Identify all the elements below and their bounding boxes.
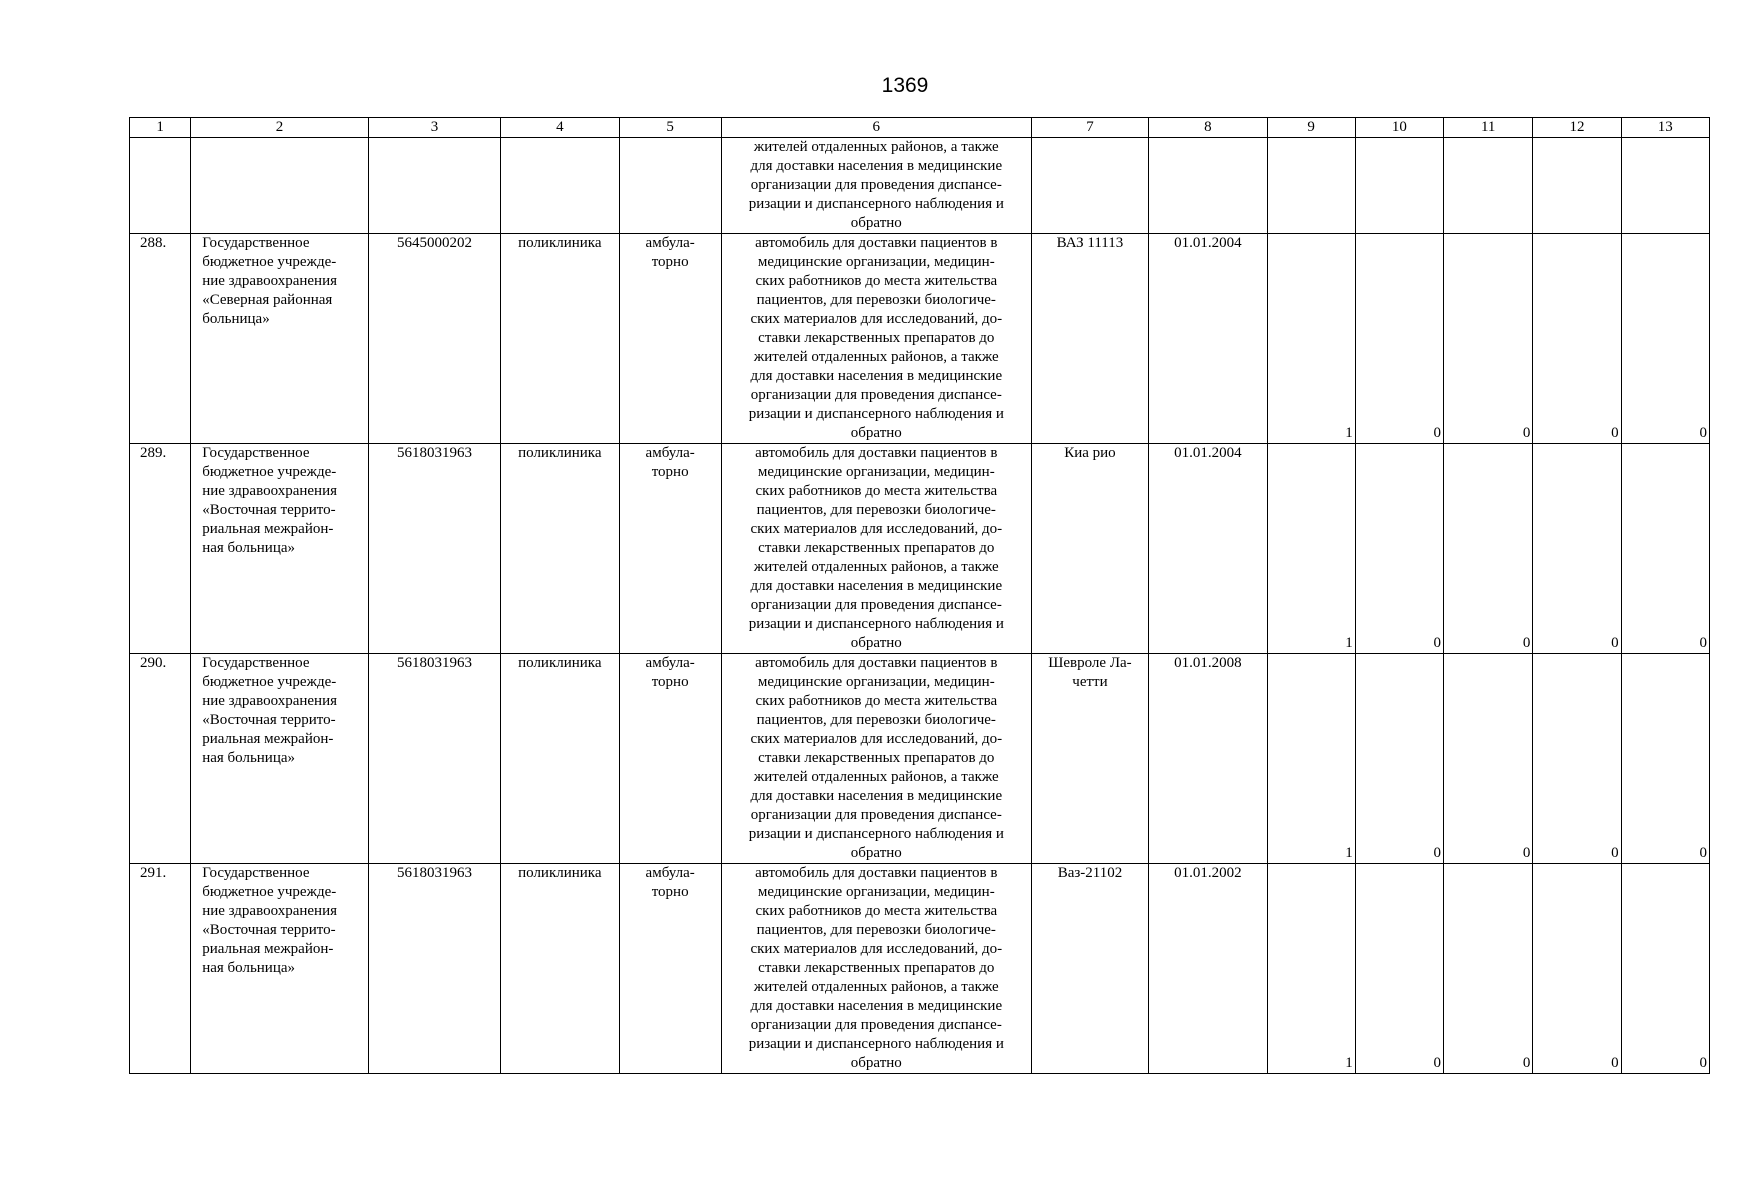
cell-empty (619, 138, 721, 234)
vehicle-purpose (721, 234, 1031, 444)
vehicle-date: 01.01.2002 (1149, 864, 1267, 1074)
text-line: ставки лекарственных препаратов до (758, 540, 995, 556)
vehicle-model (1031, 234, 1148, 444)
care-form (619, 654, 721, 864)
text-line: Государственное (202, 655, 310, 671)
text-line: амбула- (645, 655, 695, 671)
text-line: ских работников до места жительства (755, 483, 998, 499)
cell-col-9: 1 (1267, 234, 1355, 444)
text-line: риальная межрайон- (202, 521, 334, 537)
text-line: ставки лекарственных препаратов до (758, 960, 995, 976)
cell-col-10: 0 (1355, 444, 1443, 654)
text-line: для доставки населения в медицинские (750, 998, 1003, 1014)
facility-type: поликлиника (501, 444, 619, 654)
table-row (130, 654, 1710, 864)
care-form (619, 234, 721, 444)
text-line: обратно (850, 845, 902, 861)
cell-empty (1355, 138, 1443, 234)
text-line: ризации и диспансерного наблюдения и (748, 196, 1004, 212)
text-line: пациентов, для перевозки биологиче- (756, 502, 996, 518)
cell-col-13: 0 (1621, 654, 1709, 864)
text-line: ризации и диспансерного наблюдения и (748, 1036, 1004, 1052)
vehicle-model (1031, 864, 1148, 1074)
column-header-13: 13 (1621, 118, 1709, 138)
text-line: автомобиль для доставки пациентов в (755, 445, 998, 461)
column-header-9: 9 (1267, 118, 1355, 138)
text-line: Государственное (202, 445, 310, 461)
column-header-12: 12 (1533, 118, 1621, 138)
text-line: ризации и диспансерного наблюдения и (748, 406, 1004, 422)
cell-col-10: 0 (1355, 234, 1443, 444)
column-header-5: 5 (619, 118, 721, 138)
cell-col-13: 0 (1621, 234, 1709, 444)
column-header-1: 1 (130, 118, 191, 138)
text-line: Ваз-21102 (1057, 865, 1123, 881)
cell-empty (130, 138, 191, 234)
table-row (130, 444, 1710, 654)
table-row (130, 234, 1710, 444)
cell-col-9: 1 (1267, 444, 1355, 654)
organization-name (191, 654, 369, 864)
cell-empty (368, 138, 500, 234)
cell-col-9: 1 (1267, 654, 1355, 864)
text-line: ских материалов для исследований, до- (750, 311, 1003, 327)
text-line: автомобиль для доставки пациентов в (755, 655, 998, 671)
cell-empty (191, 138, 369, 234)
text-line: торно (651, 884, 689, 900)
text-line: жителей отдаленных районов, а также (753, 559, 999, 575)
cell-col-13: 0 (1621, 444, 1709, 654)
continuation-row (130, 138, 1710, 234)
column-header-2: 2 (191, 118, 369, 138)
inn-code: 5645000202 (368, 234, 500, 444)
text-line: торно (651, 674, 689, 690)
row-number: 291. (130, 864, 191, 1074)
text-line: жителей отдаленных районов, а также (753, 769, 999, 785)
text-line: обратно (850, 215, 902, 231)
cell-col-11: 0 (1444, 444, 1533, 654)
cell-col-10: 0 (1355, 654, 1443, 864)
vehicle-date: 01.01.2004 (1149, 234, 1267, 444)
row-number: 290. (130, 654, 191, 864)
cell-empty (1267, 138, 1355, 234)
text-line: жителей отдаленных районов, а также (753, 139, 999, 155)
text-line: риальная межрайон- (202, 941, 334, 957)
text-line: бюджетное учрежде- (202, 674, 337, 690)
text-line: ских материалов для исследований, до- (750, 521, 1003, 537)
cell-col-12: 0 (1533, 234, 1621, 444)
text-line: пациентов, для перевозки биологиче- (756, 292, 996, 308)
text-line: ризации и диспансерного наблюдения и (748, 826, 1004, 842)
cell-empty (1444, 138, 1533, 234)
care-form (619, 444, 721, 654)
text-line: больница» (202, 311, 270, 327)
text-line: амбула- (645, 865, 695, 881)
organization-name (191, 234, 369, 444)
continuation-description (721, 138, 1031, 234)
text-line: ских работников до места жительства (755, 693, 998, 709)
text-line: ние здравоохранения (202, 693, 337, 709)
text-line: «Восточная террито- (202, 502, 336, 518)
text-line: для доставки населения в медицинские (750, 368, 1003, 384)
facility-type: поликлиника (501, 864, 619, 1074)
text-line: Государственное (202, 865, 310, 881)
cell-col-13: 0 (1621, 864, 1709, 1074)
inn-code: 5618031963 (368, 864, 500, 1074)
text-line: обратно (850, 635, 902, 651)
text-line: ставки лекарственных препаратов до (758, 330, 995, 346)
cell-empty (1533, 138, 1621, 234)
text-line: ских материалов для исследований, до- (750, 941, 1003, 957)
text-line: обратно (850, 1055, 902, 1071)
table-row (130, 864, 1710, 1074)
text-line: Государственное (202, 235, 310, 251)
cell-empty (501, 138, 619, 234)
text-line: пациентов, для перевозки биологиче- (756, 922, 996, 938)
column-number-row (130, 118, 1710, 138)
text-line: ние здравоохранения (202, 903, 337, 919)
text-line: амбула- (645, 235, 695, 251)
text-line: ние здравоохранения (202, 483, 337, 499)
text-line: торно (651, 254, 689, 270)
text-line: ставки лекарственных препаратов до (758, 750, 995, 766)
text-line: ских работников до места жительства (755, 273, 998, 289)
text-line: для доставки населения в медицинские (750, 788, 1003, 804)
facility-type: поликлиника (501, 654, 619, 864)
text-line: «Восточная террито- (202, 712, 336, 728)
text-line: организации для проведения диспансе- (750, 387, 1002, 403)
cell-col-12: 0 (1533, 654, 1621, 864)
text-line: пациентов, для перевозки биологиче- (756, 712, 996, 728)
text-line: ских работников до места жительства (755, 903, 998, 919)
column-header-8: 8 (1149, 118, 1267, 138)
text-line: Киа рио (1064, 445, 1116, 461)
text-line: ная больница» (202, 960, 296, 976)
page-number: 1369 (881, 74, 929, 97)
text-line: ских материалов для исследований, до- (750, 731, 1003, 747)
text-line: организации для проведения диспансе- (750, 1017, 1002, 1033)
text-line: Шевроле Ла- (1048, 655, 1132, 671)
vehicle-model (1031, 654, 1148, 864)
text-line: организации для проведения диспансе- (750, 597, 1002, 613)
inn-code: 5618031963 (368, 654, 500, 864)
text-line: обратно (850, 425, 902, 441)
column-header-11: 11 (1444, 118, 1533, 138)
vehicle-purpose (721, 444, 1031, 654)
text-line: медицинские организации, медицин- (757, 674, 995, 690)
text-line: «Восточная террито- (202, 922, 336, 938)
row-number: 289. (130, 444, 191, 654)
facility-type: поликлиника (501, 234, 619, 444)
column-header-10: 10 (1355, 118, 1443, 138)
text-line: для доставки населения в медицинские (750, 158, 1003, 174)
cell-col-12: 0 (1533, 444, 1621, 654)
vehicle-date: 01.01.2008 (1149, 654, 1267, 864)
text-line: ная больница» (202, 750, 296, 766)
cell-empty (1031, 138, 1148, 234)
text-line: медицинские организации, медицин- (757, 884, 995, 900)
text-line: ная больница» (202, 540, 296, 556)
text-line: бюджетное учрежде- (202, 254, 337, 270)
text-line: четти (1072, 674, 1108, 690)
organization-name (191, 864, 369, 1074)
text-line: бюджетное учрежде- (202, 464, 337, 480)
vehicle-purpose (721, 864, 1031, 1074)
text-line: ВАЗ 11113 (1056, 235, 1124, 251)
cell-col-12: 0 (1533, 864, 1621, 1074)
vehicle-purpose (721, 654, 1031, 864)
text-line: организации для проведения диспансе- (750, 807, 1002, 823)
text-line: автомобиль для доставки пациентов в (755, 865, 998, 881)
inn-code: 5618031963 (368, 444, 500, 654)
cell-col-11: 0 (1444, 234, 1533, 444)
care-form (619, 864, 721, 1074)
column-header-7: 7 (1031, 118, 1148, 138)
text-line: организации для проведения диспансе- (750, 177, 1002, 193)
text-line: ризации и диспансерного наблюдения и (748, 616, 1004, 632)
organization-name (191, 444, 369, 654)
cell-col-9: 1 (1267, 864, 1355, 1074)
text-line: ние здравоохранения (202, 273, 337, 289)
text-line: жителей отдаленных районов, а также (753, 349, 999, 365)
vehicle-model (1031, 444, 1148, 654)
text-line: амбула- (645, 445, 695, 461)
cell-col-10: 0 (1355, 864, 1443, 1074)
column-header-3: 3 (368, 118, 500, 138)
vehicle-table (129, 117, 1710, 1074)
column-header-6: 6 (721, 118, 1031, 138)
text-line: медицинские организации, медицин- (757, 464, 995, 480)
cell-empty (1149, 138, 1267, 234)
cell-col-11: 0 (1444, 654, 1533, 864)
vehicle-date: 01.01.2004 (1149, 444, 1267, 654)
cell-col-11: 0 (1444, 864, 1533, 1074)
row-number: 288. (130, 234, 191, 444)
text-line: для доставки населения в медицинские (750, 578, 1003, 594)
text-line: «Северная районная (202, 292, 333, 308)
column-header-4: 4 (501, 118, 619, 138)
text-line: риальная межрайон- (202, 731, 334, 747)
table-body (130, 118, 1710, 1074)
text-line: торно (651, 464, 689, 480)
text-line: бюджетное учрежде- (202, 884, 337, 900)
text-line: медицинские организации, медицин- (757, 254, 995, 270)
text-line: жителей отдаленных районов, а также (753, 979, 999, 995)
cell-empty (1621, 138, 1709, 234)
text-line: автомобиль для доставки пациентов в (755, 235, 998, 251)
